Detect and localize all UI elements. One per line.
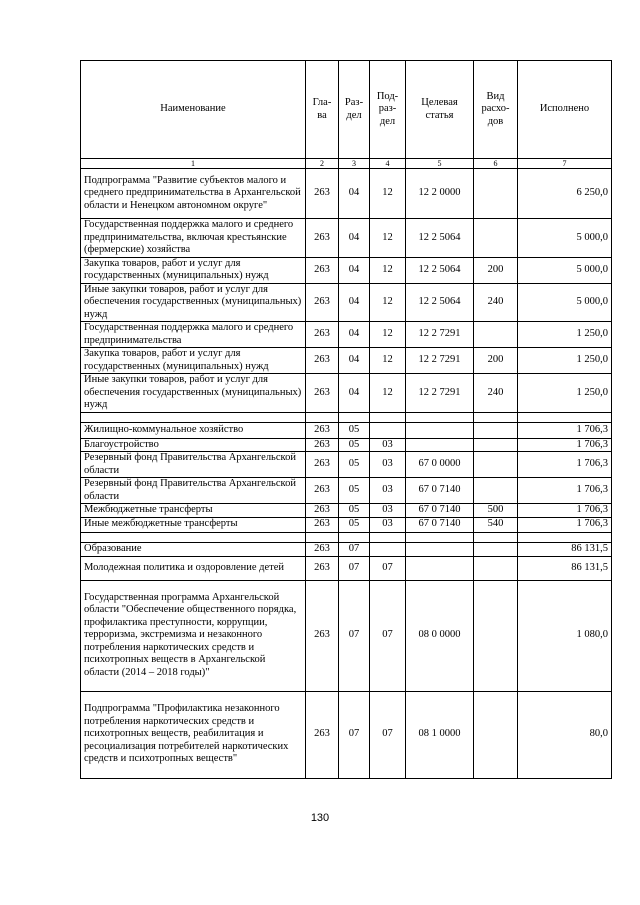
cell-razdel: 05 — [339, 504, 370, 518]
cell-statya: 12 2 0000 — [406, 169, 474, 219]
cell-podrazdel: 12 — [370, 257, 406, 283]
cell-glava: 263 — [306, 422, 339, 438]
cell-glava: 263 — [306, 348, 339, 374]
cell-podrazdel: 12 — [370, 283, 406, 322]
cell-statya — [406, 532, 474, 542]
cell-amount: 1 706,3 — [518, 452, 612, 478]
cell-amount — [518, 532, 612, 542]
cell-razdel: 04 — [339, 283, 370, 322]
cell-vid — [474, 412, 518, 422]
cell-razdel: 07 — [339, 542, 370, 556]
cell-glava: 263 — [306, 169, 339, 219]
cell-name: Государственная поддержка малого и среднего предпринимательства — [81, 322, 306, 348]
table-row — [81, 504, 612, 518]
cell-statya: 12 2 5064 — [406, 283, 474, 322]
cell-name: Иные межбюджетные трансферты — [81, 517, 306, 532]
table-row — [81, 283, 612, 322]
cell-razdel: 04 — [339, 374, 370, 413]
cell-name — [81, 532, 306, 542]
table-header-row — [81, 61, 612, 159]
cell-razdel: 05 — [339, 422, 370, 438]
table-row — [81, 169, 612, 219]
cell-vid — [474, 322, 518, 348]
cell-podrazdel: 03 — [370, 478, 406, 504]
cell-amount: 1 080,0 — [518, 580, 612, 691]
cell-glava: 263 — [306, 322, 339, 348]
cell-podrazdel — [370, 542, 406, 556]
table-row — [81, 257, 612, 283]
column-number: 4 — [370, 159, 406, 169]
cell-podrazdel: 03 — [370, 452, 406, 478]
cell-amount: 1 250,0 — [518, 348, 612, 374]
cell-amount: 1 706,3 — [518, 504, 612, 518]
cell-razdel: 07 — [339, 691, 370, 778]
cell-name: Иные закупки товаров, работ и услуг для обеспечения государственных (муниципальных) нужд — [81, 283, 306, 322]
header-name: Наименование — [81, 61, 306, 159]
cell-name: Иные закупки товаров, работ и услуг для обеспечения государственных (муниципальных) нужд — [81, 374, 306, 413]
cell-name: Закупка товаров, работ и услуг для государственных (муниципальных) нужд — [81, 348, 306, 374]
cell-glava — [306, 532, 339, 542]
cell-podrazdel: 07 — [370, 580, 406, 691]
table-row — [81, 517, 612, 532]
cell-statya: 12 2 5064 — [406, 257, 474, 283]
cell-podrazdel: 03 — [370, 517, 406, 532]
cell-name: Подпрограмма "Развитие субъектов малого и среднего предпринимательства в Архангельской области и Ненецком автономном округе" — [81, 169, 306, 219]
cell-glava: 263 — [306, 374, 339, 413]
table-row — [81, 691, 612, 778]
cell-podrazdel: 07 — [370, 556, 406, 580]
cell-name: Жилищно-коммунальное хозяйство — [81, 422, 306, 438]
column-number-row — [81, 159, 612, 169]
cell-name: Благоустройство — [81, 438, 306, 452]
cell-name: Государственная программа Архангельской области "Обеспечение общественного порядка, профилактика преступности, коррупции, терроризма, экстремизма и незаконного потребления наркотических средств и психотропных веществ в Архангельской области (2014 – 2018 годы)" — [81, 580, 306, 691]
cell-razdel: 05 — [339, 478, 370, 504]
cell-name: Резервный фонд Правительства Архангельской области — [81, 452, 306, 478]
cell-glava: 263 — [306, 517, 339, 532]
cell-glava: 263 — [306, 542, 339, 556]
column-number: 5 — [406, 159, 474, 169]
cell-statya — [406, 556, 474, 580]
cell-vid — [474, 691, 518, 778]
cell-glava: 263 — [306, 691, 339, 778]
cell-glava: 263 — [306, 438, 339, 452]
cell-vid — [474, 542, 518, 556]
cell-amount: 1 250,0 — [518, 322, 612, 348]
cell-vid — [474, 438, 518, 452]
column-number: 1 — [81, 159, 306, 169]
cell-name: Межбюджетные трансферты — [81, 504, 306, 518]
cell-razdel — [339, 532, 370, 542]
cell-name: Подпрограмма "Профилактика незаконного потребления наркотических средств и психотропных веществ, реабилитация и ресоциализация потребителей наркотических средств и психотропных веществ" — [81, 691, 306, 778]
cell-amount — [518, 412, 612, 422]
cell-razdel: 04 — [339, 322, 370, 348]
cell-razdel: 07 — [339, 580, 370, 691]
table-row — [81, 219, 612, 258]
cell-vid — [474, 169, 518, 219]
cell-statya: 67 0 7140 — [406, 517, 474, 532]
table-row — [81, 422, 612, 438]
cell-amount: 1 706,3 — [518, 478, 612, 504]
cell-amount: 1 706,3 — [518, 438, 612, 452]
cell-amount: 6 250,0 — [518, 169, 612, 219]
table-row — [81, 542, 612, 556]
header-glava: Гла- ва — [306, 61, 339, 159]
cell-podrazdel: 03 — [370, 438, 406, 452]
cell-amount: 5 000,0 — [518, 283, 612, 322]
table-row — [81, 556, 612, 580]
table-body — [81, 169, 612, 779]
cell-glava: 263 — [306, 580, 339, 691]
cell-podrazdel: 12 — [370, 322, 406, 348]
cell-glava: 263 — [306, 257, 339, 283]
cell-razdel: 07 — [339, 556, 370, 580]
cell-vid — [474, 478, 518, 504]
cell-glava: 263 — [306, 556, 339, 580]
column-number: 6 — [474, 159, 518, 169]
cell-statya — [406, 438, 474, 452]
cell-name: Резервный фонд Правительства Архангельской области — [81, 478, 306, 504]
header-razdel: Раз- дел — [339, 61, 370, 159]
page-number: 130 — [310, 812, 330, 824]
cell-vid — [474, 422, 518, 438]
cell-glava: 263 — [306, 504, 339, 518]
header-amount: Исполнено — [518, 61, 612, 159]
cell-statya — [406, 412, 474, 422]
cell-razdel: 04 — [339, 169, 370, 219]
cell-podrazdel: 12 — [370, 374, 406, 413]
cell-vid — [474, 556, 518, 580]
cell-vid — [474, 532, 518, 542]
cell-razdel — [339, 412, 370, 422]
cell-vid — [474, 219, 518, 258]
cell-vid: 240 — [474, 374, 518, 413]
column-number: 3 — [339, 159, 370, 169]
cell-statya — [406, 422, 474, 438]
cell-amount: 1 250,0 — [518, 374, 612, 413]
cell-amount: 5 000,0 — [518, 257, 612, 283]
cell-amount: 86 131,5 — [518, 556, 612, 580]
cell-name: Образование — [81, 542, 306, 556]
cell-podrazdel: 03 — [370, 504, 406, 518]
cell-razdel: 04 — [339, 257, 370, 283]
cell-glava: 263 — [306, 283, 339, 322]
cell-amount: 1 706,3 — [518, 517, 612, 532]
cell-razdel: 05 — [339, 452, 370, 478]
cell-name — [81, 412, 306, 422]
table-row — [81, 478, 612, 504]
header-vid: Вид расхо- дов — [474, 61, 518, 159]
budget-table — [80, 60, 612, 779]
cell-razdel: 04 — [339, 219, 370, 258]
cell-vid — [474, 452, 518, 478]
cell-vid: 540 — [474, 517, 518, 532]
cell-razdel: 05 — [339, 438, 370, 452]
table-row — [81, 532, 612, 542]
cell-amount: 1 706,3 — [518, 422, 612, 438]
cell-razdel: 04 — [339, 348, 370, 374]
column-number: 2 — [306, 159, 339, 169]
cell-statya — [406, 542, 474, 556]
cell-vid: 240 — [474, 283, 518, 322]
cell-statya: 12 2 5064 — [406, 219, 474, 258]
cell-name: Молодежная политика и оздоровление детей — [81, 556, 306, 580]
table-row — [81, 348, 612, 374]
table-row — [81, 412, 612, 422]
column-number: 7 — [518, 159, 612, 169]
cell-vid: 200 — [474, 257, 518, 283]
cell-vid: 200 — [474, 348, 518, 374]
table-row — [81, 452, 612, 478]
cell-razdel: 05 — [339, 517, 370, 532]
cell-glava — [306, 412, 339, 422]
table-row — [81, 374, 612, 413]
cell-podrazdel — [370, 412, 406, 422]
cell-vid: 500 — [474, 504, 518, 518]
cell-statya: 12 2 7291 — [406, 348, 474, 374]
cell-amount: 5 000,0 — [518, 219, 612, 258]
cell-name: Закупка товаров, работ и услуг для государственных (муниципальных) нужд — [81, 257, 306, 283]
cell-glava: 263 — [306, 478, 339, 504]
cell-podrazdel: 07 — [370, 691, 406, 778]
cell-statya: 67 0 7140 — [406, 478, 474, 504]
cell-statya: 12 2 7291 — [406, 322, 474, 348]
cell-amount: 86 131,5 — [518, 542, 612, 556]
cell-statya: 12 2 7291 — [406, 374, 474, 413]
cell-amount: 80,0 — [518, 691, 612, 778]
cell-glava: 263 — [306, 219, 339, 258]
cell-statya: 08 1 0000 — [406, 691, 474, 778]
table-row — [81, 580, 612, 691]
cell-vid — [474, 580, 518, 691]
cell-name: Государственная поддержка малого и среднего предпринимательства, включая крестьянские (фермерские) хозяйства — [81, 219, 306, 258]
header-podrazdel: Под- раз- дел — [370, 61, 406, 159]
cell-podrazdel: 12 — [370, 169, 406, 219]
table-row — [81, 322, 612, 348]
cell-podrazdel: 12 — [370, 348, 406, 374]
header-statya: Целевая статья — [406, 61, 474, 159]
cell-glava: 263 — [306, 452, 339, 478]
cell-statya: 08 0 0000 — [406, 580, 474, 691]
cell-statya: 67 0 7140 — [406, 504, 474, 518]
cell-podrazdel — [370, 532, 406, 542]
cell-podrazdel — [370, 422, 406, 438]
cell-statya: 67 0 0000 — [406, 452, 474, 478]
cell-podrazdel: 12 — [370, 219, 406, 258]
table-row — [81, 438, 612, 452]
